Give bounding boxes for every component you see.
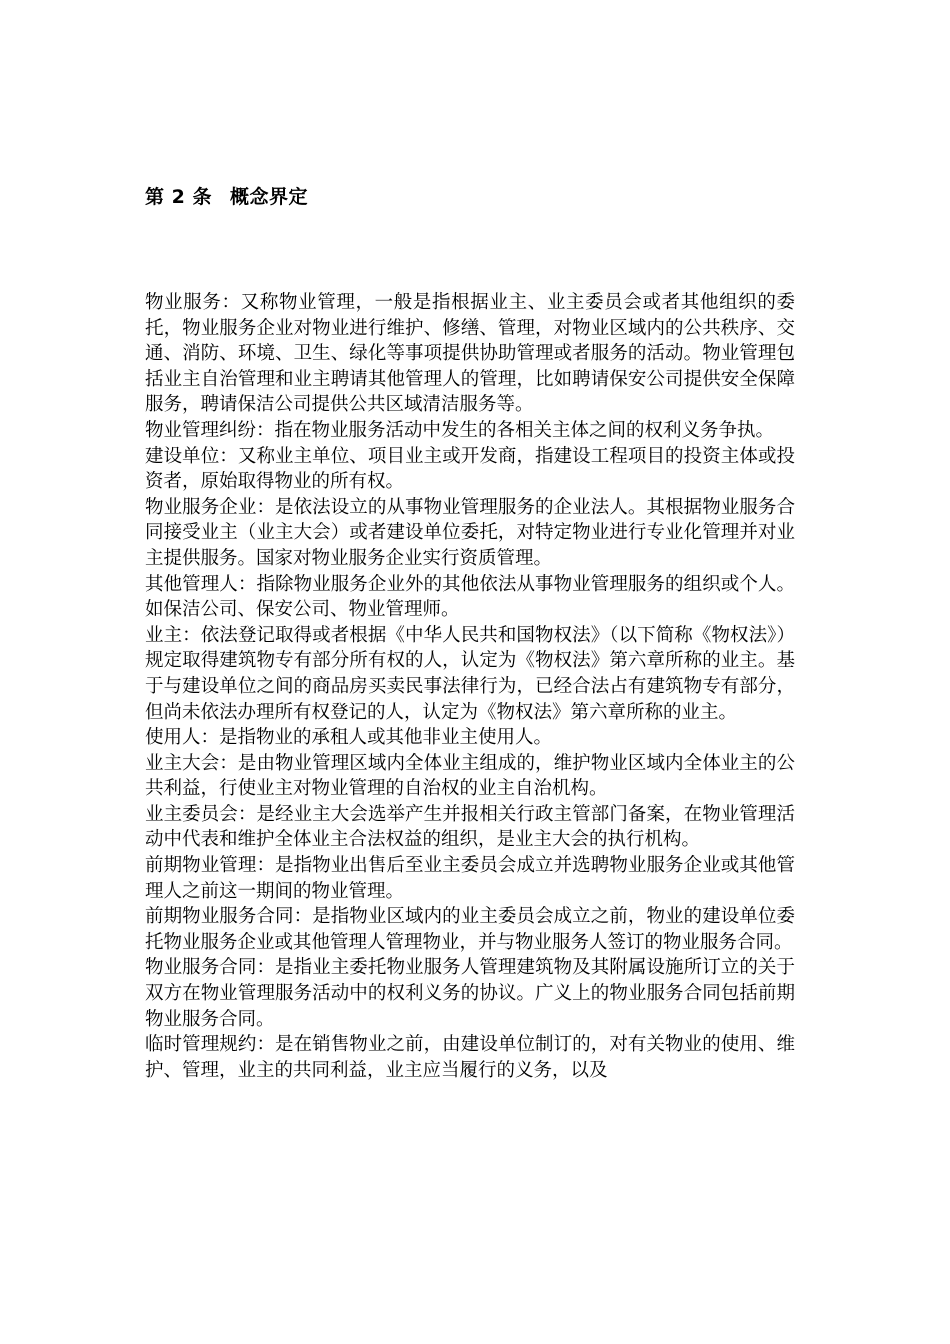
definition-paragraph: 物业服务：又称物业管理，一般是指根据业主、业主委员会或者其他组织的委托，物业服务企业对物业进行维护、修缮、管理，对物业区域内的公共秩序、交通、消防、环境、卫生、绿化等事项提供协助管理或者服务的活动。物业管理包括业主自治管理和业主聘请其他管理人的管理，比如聘请保安公司提供安全保障服务，聘请保洁公司提供公共区域清洁服务等。 — [145, 292, 795, 416]
section-heading — [145, 184, 308, 210]
definition-paragraph: 其他管理人：指除物业服务企业外的其他依法从事物业管理服务的组织或个人。如保洁公司、保安公司、物业管理师。 — [145, 573, 795, 621]
definition-paragraph: 物业服务企业：是依法设立的从事物业管理服务的企业法人。其根据物业服务合同接受业主（业主大会）或者建设单位委托，对特定物业进行专业化管理并对业主提供服务。国家对物业服务企业实行资质管理。 — [145, 496, 795, 569]
definition-paragraph: 物业服务合同：是指业主委托物业服务人管理建筑物及其附属设施所订立的关于双方在物业管理服务活动中的权利义务的协议。广义上的物业服务合同包括前期物业服务合同。 — [145, 957, 795, 1030]
definition-paragraph: 前期物业服务合同：是指物业区域内的业主委员会成立之前，物业的建设单位委托物业服务企业或其他管理人管理物业，并与物业服务人签订的物业服务合同。 — [145, 906, 795, 953]
article-title: 概念界定 — [229, 186, 308, 208]
definition-paragraph: 物业管理纠纷：指在物业服务活动中发生的各相关主体之间的权利义务争执。 — [145, 419, 775, 441]
definition-paragraph: 临时管理规约：是在销售物业之前，由建设单位制订的，对有关物业的使用、维护、管理，业主的共同利益，业主应当履行的义务，以及 — [145, 1034, 795, 1081]
definition-paragraph: 业主委员会：是经业主大会选举产生并报相关行政主管部门备案，在物业管理活动中代表和维护全体业主合法权益的组织，是业主大会的执行机构。 — [145, 803, 795, 851]
definition-paragraph: 使用人：是指物业的承租人或其他非业主使用人。 — [145, 727, 553, 749]
definition-paragraph: 业主：依法登记取得或者根据《中华人民共和国物权法》（以下简称《物权法》）规定取得建筑物专有部分所有权的人，认定为《物权法》第六章所称的业主。基于与建设单位之间的商品房买卖民事法律行为，已经合法占有建筑物专有部分，但尚未依法办理所有权登记的人，认定为《物权法》第六章所称的业主。 — [145, 624, 795, 723]
definition-paragraph: 业主大会：是由物业管理区域内全体业主组成的，维护物业区域内全体业主的公共利益，行使业主对物业管理的自治权的业主自治机构。 — [145, 752, 795, 800]
article-number: 第 2 条 — [145, 186, 212, 208]
definition-paragraph: 建设单位：又称业主单位、项目业主或开发商，指建设工程项目的投资主体或投资者，原始取得物业的所有权。 — [145, 445, 795, 493]
definitions-body — [145, 290, 795, 1083]
definition-paragraph: 前期物业管理：是指物业出售后至业主委员会成立并选聘物业服务企业或其他管理人之前这一期间的物业管理。 — [145, 855, 795, 902]
